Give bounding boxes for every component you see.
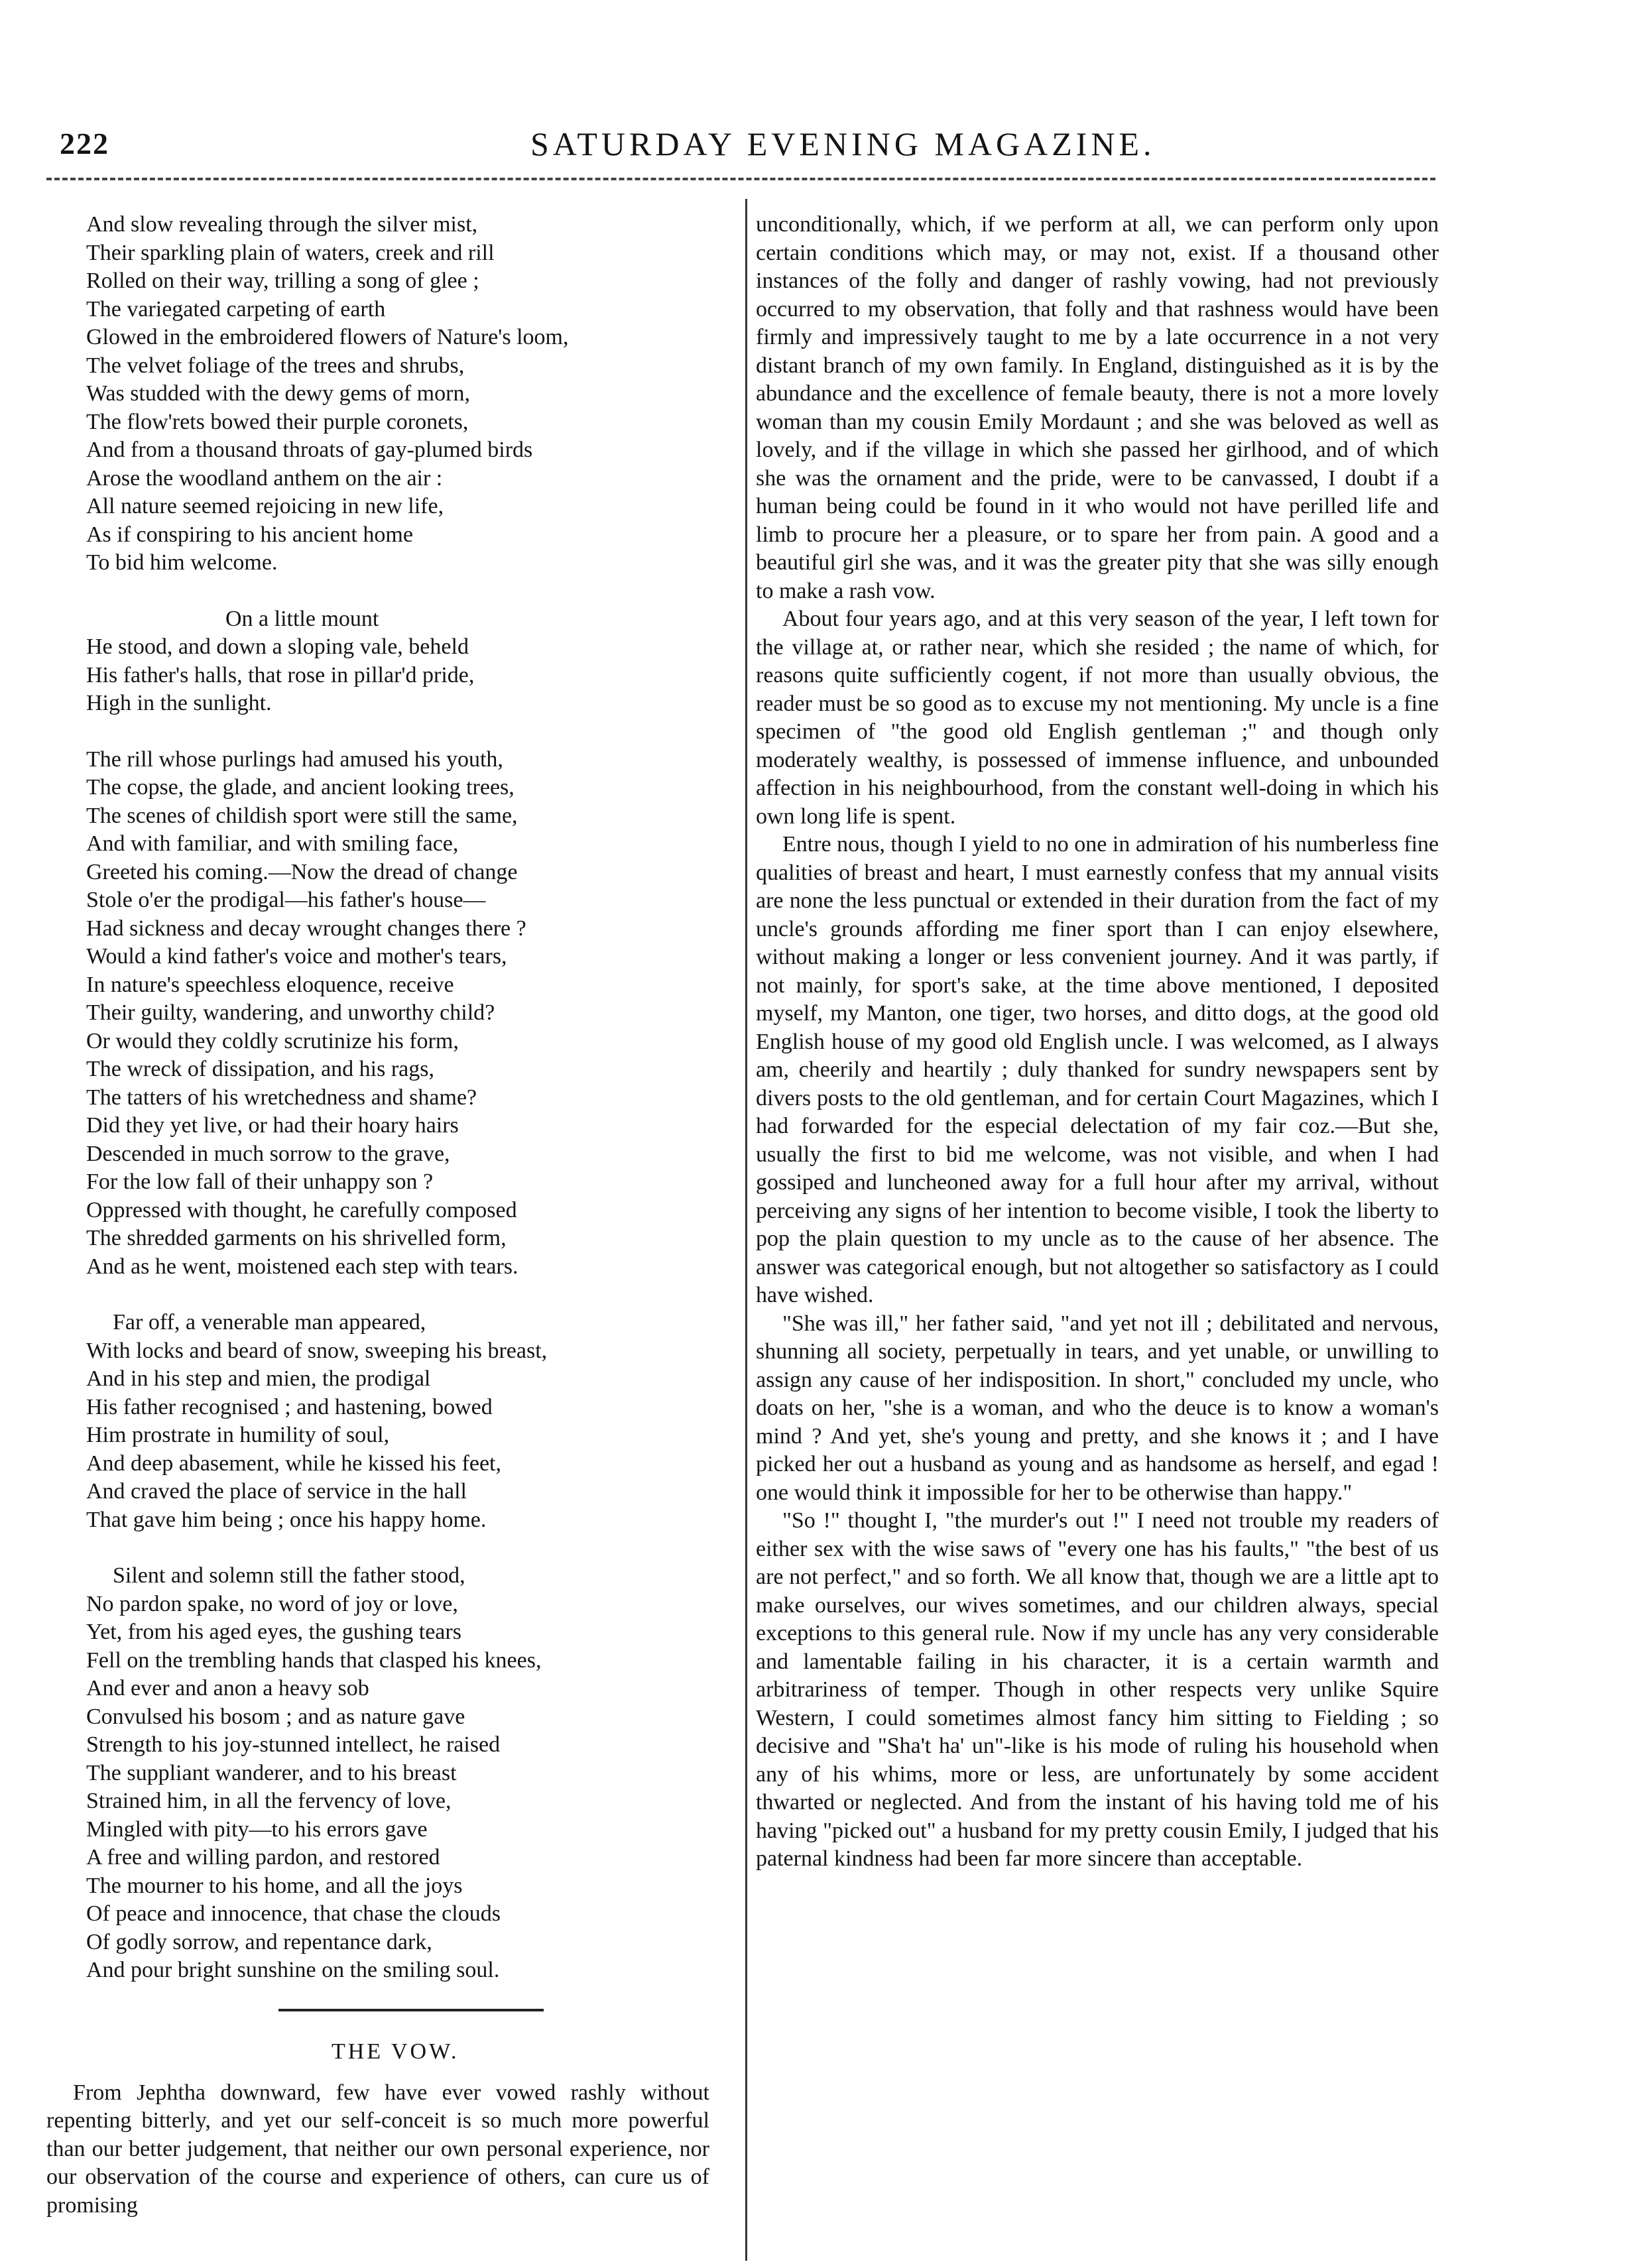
poem-line: Fell on the trembling hands that clasped his knees, xyxy=(86,1647,542,1673)
page-number: 222 xyxy=(60,127,109,160)
poem-line: And craved the place of service in the hall xyxy=(86,1479,467,1504)
poem-line: With locks and beard of snow, sweeping his breast, xyxy=(86,1338,548,1363)
poem-line: Yet, from his aged eyes, the gushing tears xyxy=(86,1620,461,1644)
poem-line: The suppliant wanderer, and to his breast xyxy=(86,1760,457,1785)
poem-line: Arose the woodland anthem on the air : xyxy=(86,465,443,491)
poem-stanza-4 xyxy=(86,1309,736,1534)
poem-line: Was studded with the dewy gems of morn, xyxy=(86,381,470,406)
poem-line: The scenes of childish sport were still the same, xyxy=(86,803,518,828)
poem-line: Oppressed with thought, he carefully composed xyxy=(86,1197,517,1223)
poem-stanza-1 xyxy=(86,211,736,577)
poem-line: And slow revealing through the silver mist, xyxy=(86,212,478,237)
poem-line: Would a kind father's voice and mother's tears, xyxy=(86,944,507,969)
story-continued xyxy=(756,211,1439,1874)
story-title: THE VOW. xyxy=(332,2039,459,2064)
poem-line: For the low fall of their unhappy son ? xyxy=(86,1169,434,1194)
poem-line: The tatters of his wretchedness and shame? xyxy=(86,1085,477,1110)
paragraph: "So !" thought I, "the murder's out !" I need not trouble my readers of either sex with the wise saws of "every one has his faults," "the best of us are not perfect," and so forth. We all know that, though we are a little apt to make ourselves, our wives sometimes, and our children always, special exceptions to this general rule. Now if my uncle has any very considerable and lamentable failing in his character, it is a certain warmth and arbitrariness of temper. Though in other respects very unlike Squire Western, I could sometimes almost fancy him sitting to Fielding ; so decisive and "Sha't ha' un"-like is his mode of ruling his household when any of his whims, more or less, are unfortunately by some accident thwarted or neglected. And from the instant of his having told me of his having "picked out" a husband for my pretty cousin Emily, I judged that his paternal kindness had been far more sincere than acceptable. xyxy=(756,1508,1439,1871)
running-title: SATURDAY EVENING MAGAZINE. xyxy=(530,125,1156,162)
poem-line: The rill whose purlings had amused his youth, xyxy=(86,746,503,772)
poem-line: The flow'rets bowed their purple coronets, xyxy=(86,409,469,434)
poem-line: Did they yet live, or had their hoary hairs xyxy=(86,1113,459,1138)
poem-line: Mingled with pity—to his errors gave xyxy=(86,1817,428,1842)
page-header xyxy=(46,113,1439,166)
poem-line: And pour bright sunshine on the smiling soul. xyxy=(86,1958,500,1982)
poem-line: Stole o'er the prodigal—his father's house— xyxy=(86,888,486,912)
paragraph: From Jephtha downward, few have ever vowed rashly without repenting bitterly, and yet our self-conceit is so much more powerful than our better judgement, that neither our own personal experience, nor our observation of the course and experience of others, can cure us of promising xyxy=(46,2080,709,2218)
paragraph: Entre nous, though I yield to no one in admiration of his numberless fine qualities of breast and heart, I must earnestly confess that my annual visits are none the less punctual or extended in their duration from the fact of my uncle's grounds affording me finer sport than I can enjoy elsewhere, without making a longer or less convenient journey. And it was partly, if not mainly, for sport's sake, at the time above mentioned, I deposited myself, my Manton, one tiger, two horses, and ditto dogs, at the good old English house of my good old English uncle. I was welcomed, as I always am, cheerily and heartily ; duly thanked for sundry newspapers sent by divers posts to the old gentleman, and for certain Court Magazines, which I had forwarded for the especial delectation of my fair coz.—But she, usually the first to bid me welcome, was not visible, and when I had gossiped and luncheoned away for a full hour after my arrival, without perceiving any signs of her intention to become visible, I took the liberty to pop the plain question to my uncle as to the cause of her absence. The answer was categorical enough, but not altogether so satisfactory as I could have wished. xyxy=(756,832,1439,1307)
poem-line: The shredded garments on his shrivelled form, xyxy=(86,1226,507,1250)
poem-line: Descended in much sorrow to the grave, xyxy=(86,1141,450,1166)
poem-line: Glowed in the embroidered flowers of Nature's loom, xyxy=(86,325,569,349)
poem-stanza-5 xyxy=(86,1562,736,1985)
poem-line: Their guilty, wandering, and unworthy child? xyxy=(86,1000,495,1025)
poem-line: The wreck of dissipation, and his rags, xyxy=(86,1057,434,1081)
poem-line: The variegated carpeting of earth xyxy=(86,296,386,322)
poem-line: His father recognised ; and hastening, bowed xyxy=(86,1394,493,1419)
poem-line: All nature seemed rejoicing in new life, xyxy=(86,494,444,518)
poem-line: He stood, and down a sloping vale, beheld xyxy=(86,634,469,659)
poem-line: Greeted his coming.—Now the dread of change xyxy=(86,859,518,884)
poem-line: No pardon spake, no word of joy or love, xyxy=(86,1591,458,1616)
poem-line: High in the sunlight. xyxy=(86,691,272,715)
poem-line: And in his step and mien, the prodigal xyxy=(86,1366,431,1391)
poem-line: Of peace and innocence, that chase the clouds xyxy=(86,1901,501,1926)
poem-line: That gave him being ; once his happy home. xyxy=(86,1507,487,1532)
story-opening xyxy=(46,2079,709,2220)
poem-line: Had sickness and decay wrought changes there ? xyxy=(86,916,526,941)
poem-line: As if conspiring to his ancient home xyxy=(86,522,413,547)
poem-line: His father's halls, that rose in pillar'd pride, xyxy=(86,662,475,687)
poem-line: And as he went, moistened each step with tears. xyxy=(86,1254,518,1279)
poem-line: Or would they coldly scrutinize his form, xyxy=(86,1028,459,1053)
poem-line: Their sparkling plain of waters, creek and rill xyxy=(86,240,495,265)
poem-line: Rolled on their way, trilling a song of glee ; xyxy=(86,269,479,293)
poem-line: On a little mount xyxy=(225,606,379,631)
column-rule xyxy=(745,199,747,2261)
section-divider xyxy=(278,2009,544,2011)
poem-stanza-3 xyxy=(86,746,736,1282)
paragraph: unconditionally, which, if we perform at all, we can perform only upon certain conditions which may, or may not, exist. If a thousand other instances of the folly and danger of rashly vowing, had not previously occurred to my observation, that folly and that rashness would have been firmly and impressively taught to me by a late occurrence in a not very distant branch of my own family. In England, distinguished as it is by the abundance and the excellence of female beauty, there is not a more lovely woman than my cousin Emily Mordaunt ; and she was beloved as well as lovely, and if the village in which she passed her girlhood, and of which she was the ornament and the pride, were to be canvassed, I doubt if a human being could be found in it who would not have perilled life and limb to procure her a pleasure, or to spare her from pain. A good and a beautiful girl she was, and it was the greater pity that she was silly enough to make a rash vow. xyxy=(756,212,1439,603)
poem-line: In nature's speechless eloquence, receive xyxy=(86,972,454,997)
poem-line: Silent and solemn still the father stood, xyxy=(113,1563,465,1588)
poem-line: The copse, the glade, and ancient looking trees, xyxy=(86,775,515,800)
poem-stanza-2 xyxy=(86,605,736,718)
paragraph: About four years ago, and at this very season of the year, I left town for the village at, or rather near, which she resided ; the name of which, for reasons quite sufficiently cogent, if not more than usually obvious, the reader must be so good as to excuse my not mentioning. My uncle is a fine specimen of "the good old English gentleman ;" and though only moderately wealthy, is possessed of immense influence, and unbounded affection in his neighbourhood, from the constant well-doing in which his own long life is spent. xyxy=(756,607,1439,829)
poem-line: And with familiar, and with smiling face, xyxy=(86,831,459,856)
poem-line: Far off, a venerable man appeared, xyxy=(113,1310,426,1335)
poem-line: To bid him welcome. xyxy=(86,550,278,575)
poem-line: And from a thousand throats of gay-plumed birds xyxy=(86,438,533,462)
poem-line: Strained him, in all the fervency of love, xyxy=(86,1789,452,1813)
left-column xyxy=(46,211,736,2220)
paragraph: "She was ill," her father said, "and yet not ill ; debilitated and nervous, shunning all society, perpetually in tears, and yet unable, or unwilling to assign any cause of her indisposition. In short," concluded my uncle, who doats on her, "she is a woman, and who the deuce is to know a woman's mind ? And yet, she's young and pretty, and she knows it ; and I have picked her out a husband as young and as handsome as herself, and egad ! one would think it impossible for her to be otherwise than happy." xyxy=(756,1311,1439,1505)
poem-line: A free and willing pardon, and restored xyxy=(86,1845,440,1870)
poem-line: The mourner to his home, and all the joys xyxy=(86,1873,463,1898)
poem-line: Strength to his joy-stunned intellect, he raised xyxy=(86,1732,501,1757)
poem-line: Convulsed his bosom ; and as nature gave xyxy=(86,1704,465,1729)
poem-line: The velvet foliage of the trees and shrubs, xyxy=(86,353,465,378)
header-rule xyxy=(46,178,1435,180)
poem-line: And deep abasement, while he kissed his feet, xyxy=(86,1451,501,1476)
poem-line: Of godly sorrow, and repentance dark, xyxy=(86,1929,432,1954)
right-column xyxy=(756,211,1439,1874)
poem-line: Him prostrate in humility of soul, xyxy=(86,1423,390,1447)
poem-line: And ever and anon a heavy sob xyxy=(86,1676,369,1701)
